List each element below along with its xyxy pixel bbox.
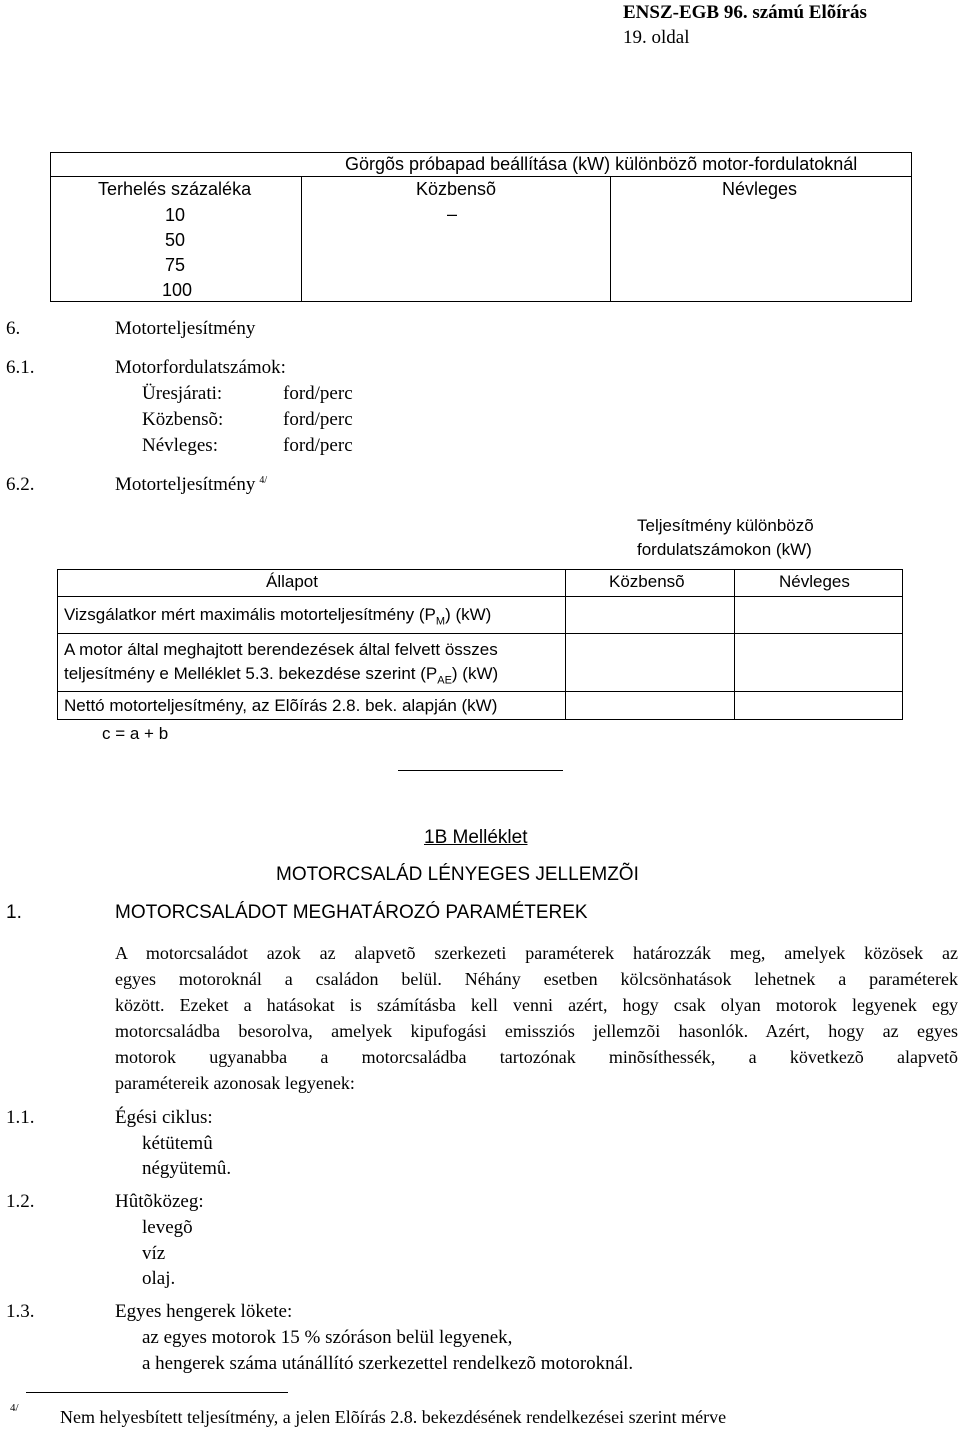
col-intermediate-header-2: Közbensõ xyxy=(609,572,685,591)
speed-intermediate-label: Közbensõ: xyxy=(142,409,224,430)
col-intermediate-header: Közbensõ xyxy=(416,179,497,199)
footnote-ref: 4/ xyxy=(259,474,268,486)
row-max-power: Vizsgálatkor mért maximális motorteljesítmény $(P_M)$ (kW) xyxy=(64,605,492,628)
footnote-text: Nem helyesbített teljesítmény, a jelen Elõírás 2.8. bekezdésének rendelkezései szerint mérve xyxy=(60,1407,727,1427)
section-6-2-title: Motorteljesítmény $^{4/}$ xyxy=(115,474,268,495)
stroke-item-2: a hengerek száma utánállító szerkezettel rendelkezõ motoroknál. xyxy=(142,1353,634,1374)
section-1-title: MOTORCSALÁDOT MEGHATÁROZÓ PARAMÉTEREK xyxy=(115,902,588,923)
section-6-2-number: 6.2. xyxy=(6,474,35,495)
cycle-four-stroke: négyütemû. xyxy=(142,1158,232,1179)
col-state-header: Állapot xyxy=(266,572,318,591)
load-row-10: 10 xyxy=(165,205,186,225)
section-6-1-title: Motorfordulatszámok: xyxy=(115,357,286,378)
cycle-two-stroke: kétütemû xyxy=(142,1133,213,1154)
speed-rated-label: Névleges: xyxy=(142,435,218,456)
table1-top-header: Görgõs próbapad beállítása (kW) különbözõ motor-fordulatoknál xyxy=(345,154,858,174)
load-row-75: 75 xyxy=(165,255,186,275)
speed-idle-label: Üresjárati: xyxy=(142,383,223,404)
col-load-header: Terhelés százaléka xyxy=(98,179,252,199)
coolant-air: levegõ xyxy=(142,1217,193,1238)
dash-mark: – xyxy=(447,204,458,224)
document-title: ENSZ-EGB 96. számú Elõírás xyxy=(623,2,867,23)
section-1-3-number: 1.3. xyxy=(6,1301,35,1322)
speed-rated-unit: ford/perc xyxy=(283,435,353,456)
row-aux-power-line1: A motor által meghajtott berendezések által felvett összes xyxy=(64,640,498,659)
row-net-power: Nettó motorteljesítmény, az Elõírás 2.8. bek. alapján (kW) xyxy=(64,696,498,715)
speed-intermediate-unit: ford/perc xyxy=(283,409,353,430)
formula: c = a + b xyxy=(102,724,169,743)
group-header-line2: fordulatszámokon (kW) xyxy=(637,540,812,559)
section-6-title: Motorteljesítmény xyxy=(115,318,256,339)
section-1-1-title: Égési ciklus: xyxy=(115,1107,213,1128)
coolant-oil: olaj. xyxy=(142,1268,176,1289)
load-row-50: 50 xyxy=(165,230,186,250)
section-1-3-title: Egyes hengerek lökete: xyxy=(115,1301,293,1322)
section-1-2-title: Hûtõközeg: xyxy=(115,1191,204,1212)
stroke-item-1: az egyes motorok 15 % szóráson belül legyenek, xyxy=(142,1327,513,1348)
section-1-number: 1. xyxy=(6,902,22,923)
col-rated-header: Névleges xyxy=(722,179,798,199)
group-header-line1: Teljesítmény különbözõ xyxy=(637,516,814,535)
col-rated-header-2: Névleges xyxy=(779,572,850,591)
section-1-paragraph: A motorcsaládot azok az alapvetõ szerkezeti paraméterek határozzák meg, amelyek közösek az egyes motoroknál a családon belül. Néhány esetben kölcsönhatások lehetnek a paraméterek között. Ezeket a hatásokat is számításba kell venni azért, hogy csak olyan motorok legyenek egy motorcsaládba besorolva, amelyek kipufogási emissziós jellemzõi hasonlók. Azért, hogy az egyes motorok ugyanabba a motorcsaládba tartozónak minõsíthessék, a következõ alapvetõ paramétereik azonosak legyenek: xyxy=(115,943,958,1093)
separator-line xyxy=(398,770,563,771)
footnote-rule xyxy=(26,1392,288,1393)
footnote-mark: 4/ xyxy=(10,1402,19,1414)
coolant-water: víz xyxy=(142,1243,166,1264)
annex-heading: MOTORCSALÁD LÉNYEGES JELLEMZÕI xyxy=(276,864,639,885)
speed-idle-unit: ford/perc xyxy=(283,383,353,404)
section-1-2-number: 1.2. xyxy=(6,1191,35,1212)
section-1-1-number: 1.1. xyxy=(6,1107,35,1128)
section-6-1-number: 6.1. xyxy=(6,357,35,378)
load-row-100: 100 xyxy=(162,280,193,300)
annex-title: 1B Melléklet xyxy=(424,827,528,848)
row-aux-power-line2: teljesítmény e Melléklet 5.3. bekezdése szerint $(P_{AE})$ (kW) xyxy=(64,664,499,687)
page-number: 19. oldal xyxy=(623,27,690,48)
section-6-number: 6. xyxy=(6,318,21,339)
